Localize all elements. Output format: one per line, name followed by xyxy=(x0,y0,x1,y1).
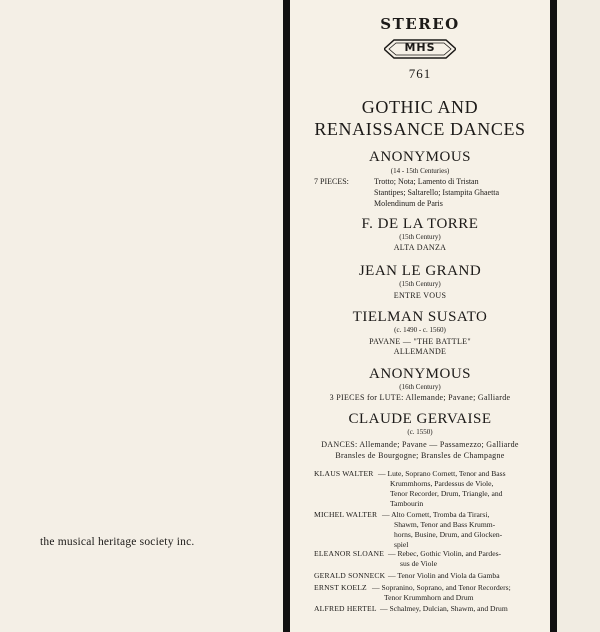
performer-instruments xyxy=(382,510,548,550)
instrument-line: — Rebec, Gothic Violin, and Pardes- xyxy=(388,549,502,558)
instrument-line: sus de Viole xyxy=(400,559,437,568)
instrument-line: — Tenor Violin and Viola da Gamba xyxy=(388,571,500,580)
piece-line: Stantipes; Saltarello; Istampita Ghaetta xyxy=(374,188,500,197)
performer-name: ELEANOR SLOANE xyxy=(314,549,385,558)
performer-instruments xyxy=(388,549,550,569)
piece-title: 3 PIECES for LUTE: Allemande; Pavane; Galliarde xyxy=(329,393,511,402)
mhs-label: MHS xyxy=(404,41,436,54)
instrument-line: Tenor Krummhorn and Drum xyxy=(384,593,474,602)
left-panel xyxy=(0,0,283,632)
album-title-line-2: RENAISSANCE DANCES xyxy=(314,119,526,139)
stereo-label: STEREO xyxy=(380,15,460,33)
instrument-line: Tenor Recorder, Drum, Triangle, and xyxy=(390,489,503,498)
performer-entry xyxy=(314,604,508,614)
composer-dates: (16th Century) xyxy=(399,383,441,391)
composer-heading: CLAUDE GERVAISE xyxy=(348,411,492,427)
performer-name: KLAUS WALTER xyxy=(314,469,374,478)
instrument-line: Tambourin xyxy=(390,499,424,508)
performer-entry xyxy=(314,549,502,568)
instrument-line: — Sopranino, Soprano, and Tenor Recorders; xyxy=(372,583,511,592)
performer-instruments xyxy=(380,604,552,614)
piece-prefix: 7 PIECES: xyxy=(314,177,349,186)
black-bar-left xyxy=(283,0,290,632)
credits-column xyxy=(290,0,550,632)
piece-line: Molendinum de Paris xyxy=(374,199,443,208)
composer-heading: JEAN LE GRAND xyxy=(358,263,482,279)
instrument-line: — Schalmey, Dulcian, Shawm, and Drum xyxy=(380,604,508,613)
composer-dates: (c. 1550) xyxy=(407,428,433,436)
composer-heading: TIELMAN SUSATO xyxy=(352,309,488,325)
instrument-line: Shawm, Tenor and Bass Krumm- xyxy=(394,520,496,529)
composer-dates: (c. 1490 - c. 1560) xyxy=(394,326,446,334)
performer-entry xyxy=(314,583,511,602)
piece-line: Trotto; Nota; Lamento di Tristan xyxy=(374,177,479,186)
instrument-line: — Alto Cornett, Tromba da Tirarsi, xyxy=(382,510,490,519)
performer-instruments xyxy=(388,571,550,581)
instrument-line: Krummhorns, Pardessus de Viole, xyxy=(390,479,494,488)
piece-title: ALLEMANDE xyxy=(393,347,447,356)
performer-entry xyxy=(314,510,503,549)
publisher-name: the musical heritage society inc. xyxy=(40,536,195,548)
composer-heading: ANONYMOUS xyxy=(368,149,471,165)
composer-dates: (15th Century) xyxy=(399,233,441,241)
instrument-line: spiel xyxy=(394,540,409,549)
performer-entry xyxy=(314,571,500,581)
piece-title: ALTA DANZA xyxy=(393,243,447,252)
performer-name: GERALD SONNECK xyxy=(314,571,386,580)
performer-name: ALFRED HERTEL xyxy=(314,604,377,613)
piece-title: ENTRE VOUS xyxy=(393,291,447,300)
black-bar-right xyxy=(550,0,557,632)
instrument-line: horns, Busine, Drum, and Glocken- xyxy=(394,530,503,539)
performer-name: ERNST KOELZ xyxy=(314,583,367,592)
piece-line: DANCES: Allemande; Pavane — Passamezzo; Galliarde xyxy=(321,440,519,449)
performer-instruments xyxy=(378,469,548,509)
performer-instruments xyxy=(372,583,552,603)
composer-dates: (15th Century) xyxy=(399,280,441,288)
performer-name: MICHEL WALTER xyxy=(314,510,378,519)
composer-heading: ANONYMOUS xyxy=(368,366,471,382)
performer-entry xyxy=(314,469,506,508)
instrument-line: — Lute, Soprano Cornett, Tenor and Bass xyxy=(378,469,506,478)
piece-title: PAVANE — "THE BATTLE" xyxy=(369,337,471,346)
mhs-logo xyxy=(384,38,456,60)
right-margin xyxy=(557,0,600,632)
composer-heading: F. DE LA TORRE xyxy=(361,216,479,232)
composer-dates: (14 - 15th Centuries) xyxy=(390,167,450,175)
catalog-number: 761 xyxy=(408,66,432,81)
album-title-line-1: GOTHIC AND xyxy=(361,97,479,117)
piece-line: Bransles de Bourgogne; Bransles de Champagne xyxy=(335,451,505,460)
